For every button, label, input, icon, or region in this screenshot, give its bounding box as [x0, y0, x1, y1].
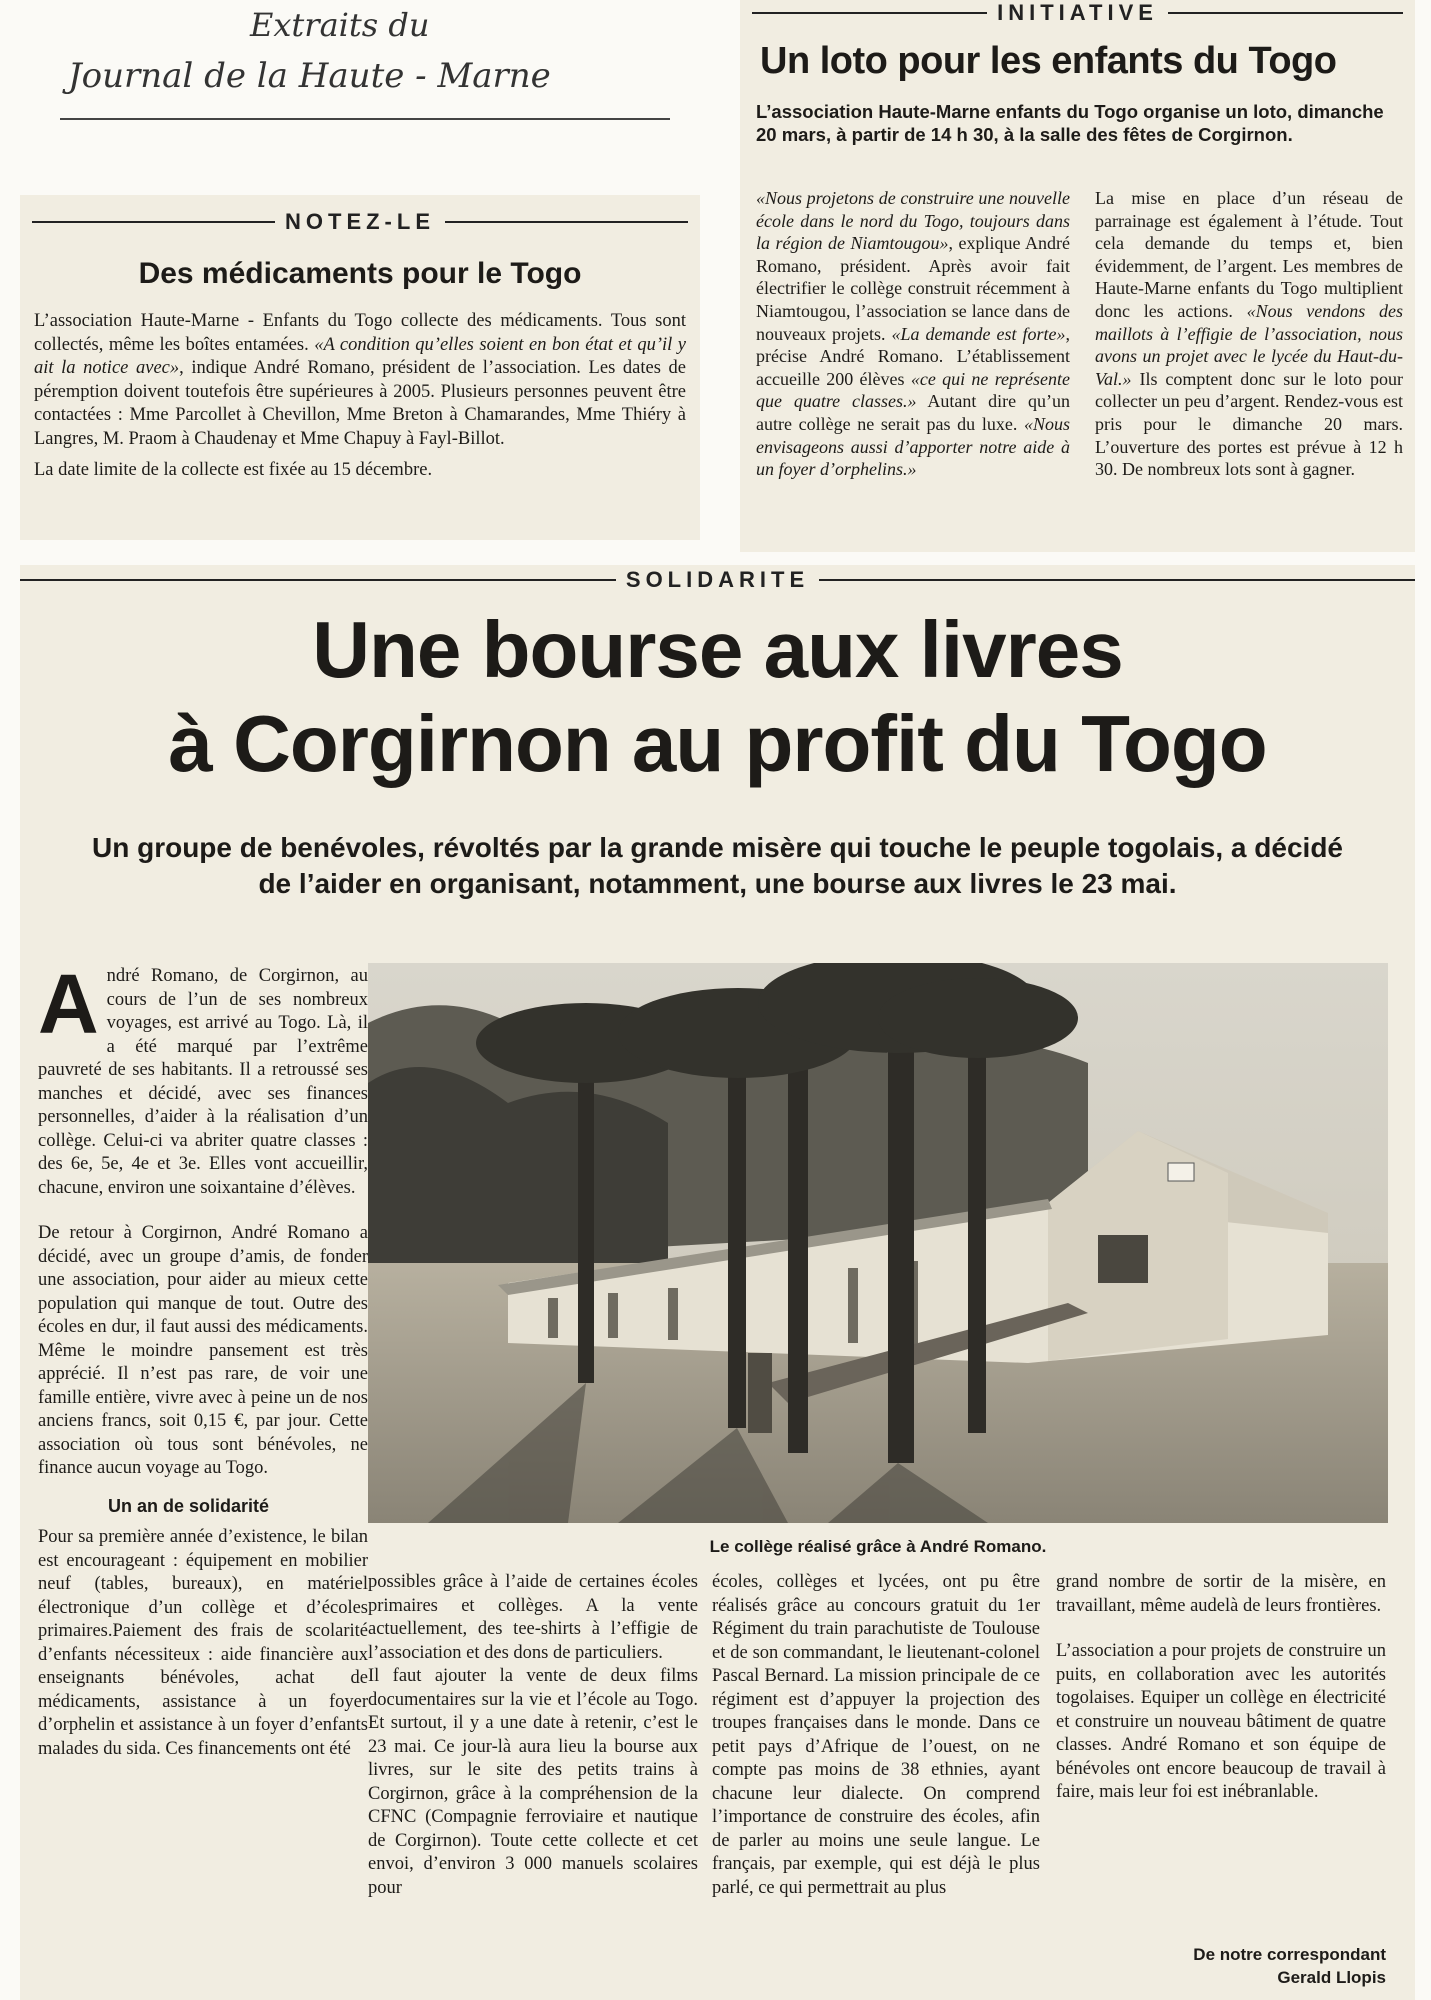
- main-col-2-para-2: Il faut ajouter la vente de deux films documentaires sur la vie et l’école au Togo. Et surtout, il y a une date à retenir, c’est le 23 mai. Ce jour-là aura lieu la bourse aux livres, sur le site des petits trains à Corgirnon, grâce à la compréhension de la CFNC (Compagnie ferroviaire et nautique de Corgirnon). Toute cette collecte et cet envoi, d’environ 3 000 manuels scolaires pour: [368, 1666, 698, 1898]
- main-col-2: [368, 1571, 698, 1900]
- main-col-1-para-3: Pour sa première année d’existence, le bilan est encourageant : équipement en mobilier neuf (tables, bureaux), en matériel électronique d’un collège et d’écoles primaires.Paiement des frais de scolarité d’enfants nécessiteux : aide financière aux enseignants bénévoles, achat de médicaments, assistance à un foyer d’orphelin et assistance à un foyer d’enfants malades du sida. Ces financements ont été: [38, 1527, 368, 1759]
- rubric-label: SOLIDARITE: [625, 567, 810, 592]
- main-col-4-para-1: grand nombre de sortir de la misère, en travaillant, même audelà de leurs frontières.: [1056, 1572, 1386, 1616]
- main-col-3: [712, 1571, 1040, 1900]
- rubric-rule: [20, 579, 616, 581]
- byline-author: Gerald Llopis: [1277, 1968, 1386, 1987]
- notez-clipping: [20, 195, 700, 540]
- rubric-label: NOTEZ-LE: [285, 209, 435, 234]
- notez-rubric: [32, 209, 688, 235]
- drop-cap: A: [38, 957, 99, 1051]
- main-rubric: [20, 567, 1415, 593]
- rubric-rule: [32, 221, 275, 223]
- photo-caption: Le collège réalisé grâce à André Romano.: [709, 1537, 1047, 1556]
- loto-rubric: [752, 0, 1403, 26]
- college-photo: [368, 963, 1388, 1523]
- notez-body: L’association Haute-Marne - Enfants du Togo collecte des médicaments. Tous sont collectés, même les boîtes entamées. «A condition qu’elles soient en bon état et qu’il y ait la notice avec», indique André Romano, président de l’association. Les dates de péremption doivent toutefois être supérieures à 2005. Plusieurs personnes peuvent être contactées : Mme Parcollet à Chevillon, Mme Breton à Chamarandes, Mme Thiéry à Langres, M. Praom à Chaudenay et Mme Chapuy à Fayl-Billot. La date limite de la collecte est fixée au 15 décembre.: [34, 310, 686, 483]
- main-col-4: [1056, 1571, 1386, 1805]
- rubric-label: INITIATIVE: [997, 0, 1158, 25]
- notez-deadline: La date limite de la collecte est fixée au 15 décembre.: [34, 460, 433, 480]
- main-col-1: André Romano, de Corgirnon, au cours de l’un de ses nombreux voyages, est arrivé au Togo. Là, il a été marqué par l’extrême pauvreté de ses habitants. Il a retroussé ses manches et décidé, avec ses finances personnelles, d’aider à la réalisation d’un collège. Celui-ci va abriter quatre classes : des 6e, 5e, 4e et 3e. Elles vont accueillir, chacune, environ une soixantaine d’élèves. De retour à Corgirnon, André Romano a décidé, avec un groupe d’amis, de fonder une association, pour aider au mieux cette population qui manque de tout. Outre des écoles en dur, il faut aussi des médicaments. Même le moindre pansement est très apprécié. Il n’est pas rare, de voir une famille entière, vivre avec à peine un de nos anciens francs, soit 0,15 €, par jour. Cette association où tous sont bénévoles, ne finance aucun voyage au Togo. Un an de solidarité Pour sa première année d’existence, le bilan est encourageant : équipement en mobilier neuf (tables, bureaux), en matériel électronique d’un collège et d’écoles primaires.Paiement des frais de scolarité d’enfants nécessiteux : aide financière aux enseignants bénévoles, achat de médicaments, assistance à un foyer d’orphelin et assistance à un foyer d’enfants malades du sida. Ces financements ont été: [38, 965, 368, 1761]
- handwritten-header: [60, 0, 680, 125]
- header-line-1: Extraits du: [250, 6, 430, 44]
- header-underline: [60, 118, 670, 120]
- byline: [1056, 1943, 1386, 1989]
- loto-col-2: La mise en place d’un réseau de parrainage est également à l’étude. Tout cela demande du temps et, bien évidemment, de l’argent. Les membres de Haute-Marne enfants du Togo multiplient donc les actions. «Nous vendons des maillots à l’effigie de l’association, nous avons un projet avec le lycée du Haut-du-Val.» Ils comptent donc sur le loto pour collecter un peu d’argent. Rendez-vous est pris pour le dimanche 20 mars. L’ouverture des portes est prévue à 12 h 30. De nombreux lots sont à gagner.: [1095, 188, 1403, 480]
- main-col-3-para-1: écoles, collèges et lycées, ont pu être réalisés grâce au concours gratuit du 1er Régiment du train parachutiste de Toulouse et de son commandant, le lieutenant-colonel Pascal Bernard. La mission principale de ce régiment est d’appuyer la projection des troupes françaises dans le monde. Dans ce petit pays d’Afrique de l’ouest, on ne compte pas moins de 38 ethnies, ayant chacune leur dialecte. On comprend l’importance de construire des écoles, afin de parler au moins une seule langue. Le français, par exemple, qui est déjà le plus parlé, ce qui permettrait au plus: [712, 1572, 1040, 1898]
- rubric-rule: [752, 12, 987, 14]
- loto-clipping: [740, 0, 1415, 552]
- notez-title: Des médicaments pour le Togo: [138, 257, 582, 290]
- rubric-rule: [445, 221, 688, 223]
- main-col-1-para-2: De retour à Corgirnon, André Romano a décidé, avec un groupe d’amis, de fonder une association, pour aider au mieux cette population qui manque de tout. Outre des écoles en dur, il faut aussi des médicaments. Même le moindre pansement est très apprécié. Il n’est pas rare, de voir une famille entière, vivre avec à peine un de nos anciens francs, soit 0,15 €, par jour. Cette association où tous sont bénévoles, ne finance aucun voyage au Togo.: [38, 1223, 368, 1478]
- main-col-4-para-2: L’association a pour projets de construire un puits, en collaboration avec les autorités togolaises. Equiper un collège en électricité et construire un nouveau bâtiment de quatre classes. André Romano et son équipe de bénévoles ont encore beaucoup de travail à faire, mais leur foi est inébranlable.: [1056, 1641, 1386, 1802]
- main-title-line-1: Une bourse aux livres: [312, 605, 1123, 694]
- header-line-2: Journal de la Haute - Marne: [68, 56, 551, 96]
- rubric-rule: [1168, 12, 1403, 14]
- main-article: [20, 565, 1415, 2000]
- loto-lead: L’association Haute-Marne enfants du Togo organise un loto, dimanche 20 mars, à partir de 14 h 30, à la salle des fêtes de Corgirnon.: [756, 101, 1384, 145]
- rubric-rule: [819, 579, 1415, 581]
- main-col-2-para-1: possibles grâce à l’aide de certaines écoles primaires et collèges. A la vente actuellement, des tee-shirts à l’effigie de l’association et des dons de particuliers.: [368, 1572, 698, 1663]
- loto-title: Un loto pour les enfants du Togo: [760, 40, 1337, 82]
- subhead-solidarite: Un an de solidarité: [108, 1495, 270, 1516]
- byline-role: De notre correspondant: [1193, 1945, 1386, 1964]
- main-chapeau: Un groupe de benévoles, révoltés par la grande misère qui touche le peuple togolais, a décidé de l’aider en organisant, notamment, une bourse aux livres le 23 mai.: [91, 832, 1343, 899]
- loto-col-1: «Nous projetons de construire une nouvelle école dans le nord du Togo, toujours dans la région de Niamtougou», explique André Romano, président. Après avoir fait électrifier le collège construit récemment à Niamtougou, l’association se lance dans de nouveaux projets. «La demande est forte», précise André Romano. L’établissement accueille 200 élèves «ce qui ne représente que quatre classes.» Autant dire qu’un autre collège ne serait pas du luxe. «Nous envisageons aussi d’apporter notre aide à un foyer d’orphelins.»: [756, 188, 1071, 480]
- main-title-line-2: à Corgirnon au profit du Togo: [168, 699, 1267, 788]
- college-photo-drawing: [368, 963, 1388, 1523]
